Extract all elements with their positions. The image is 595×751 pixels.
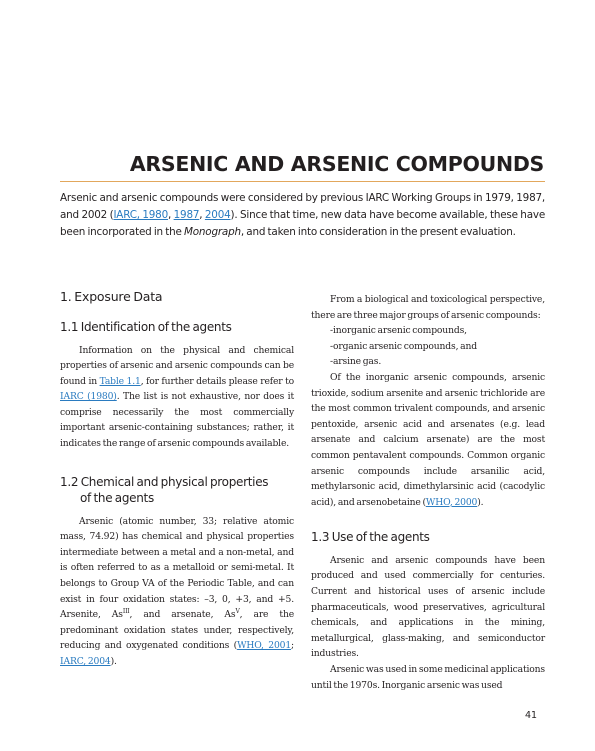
body-text: Of the inorganic arsenic compounds, arsenic trioxide, sodium arsenite and arsenic trichloride are the most common trivalent compounds, and arsenic pentoxide, arsenic acid and arsenates (e.g. lead arsenate and calcium arsenate) are the most common pentavalent compounds. Common organic arsenic compounds include arsanilic acid, methylarsonic acid, dimethylarsinic acid (cacodylic acid), and arsenobetaine ( (311, 371, 545, 508)
body-text: ; (291, 640, 294, 652)
spacer (60, 452, 294, 474)
citation-link-iarc-2004[interactable]: IARC, 2004 (60, 656, 111, 667)
heading-line: of the agents (80, 491, 154, 506)
citation-link-who-2000[interactable]: WHO, 2000 (425, 496, 478, 508)
page-title: ARSENIC AND ARSENIC COMPOUNDS (129, 152, 544, 176)
superscript: V (235, 608, 240, 616)
body-text: , and arsenate, As (129, 609, 236, 621)
list-item: -organic arsenic compounds, and (330, 340, 477, 352)
inorganic-compounds-paragraph (311, 370, 545, 510)
citation-link-2004[interactable]: 2004 (204, 209, 231, 222)
use-paragraph: Arsenic and arsenic compounds have been produced and used commercially for centuries. Current and historical uses of arsenic include pharmaceuticals, wood preservatives, agricultural chemicals, and applications in the mining, metallurgical, glass-making, and semiconductor industries. (311, 554, 545, 660)
intro-paragraph (60, 190, 545, 242)
title-rule (60, 181, 545, 182)
subsection-heading-use: 1.3 Use of the agents (311, 530, 430, 545)
intro-separator: , (168, 209, 174, 222)
body-text: ). (110, 656, 117, 667)
subsection-heading-identification: 1.1 Identification of the agents (60, 320, 232, 334)
citation-link-iarc-1980b[interactable]: IARC (1980) (60, 391, 117, 403)
subsection-heading-chemical-properties (60, 474, 294, 507)
body-text: ). (477, 496, 484, 508)
intro-separator: , (199, 209, 205, 222)
intro-text: , and taken into consideration in the present evaluation. (240, 226, 516, 239)
body-text: , are the predominant oxidation states under, respectively, reducing and oxygenated conditions ( (60, 609, 294, 652)
medicinal-use-paragraph: Arsenic was used in some medicinal applications until the 1970s. Inorganic arsenic was used (311, 663, 545, 691)
intro-text: Arsenic and arsenic compounds were considered by previous IARC Working Groups in 1979, 1987, and 2002 ( (60, 192, 545, 222)
superscript: III (122, 608, 130, 616)
list-item: -arsine gas. (330, 356, 382, 368)
list-item: -inorganic arsenic compounds, (330, 325, 467, 337)
intro-emphasis: Monograph (183, 226, 241, 239)
page-number: 41 (525, 710, 538, 721)
body-text: Arsenic (atomic number, 33; relative atomic mass, 74.92) has chemical and physical properties intermediate between a metal and a non-metal, and is often referred to as a metalloid or semi-metal. It belongs to Group VA of the Periodic Table, and can exist in four oxidation states: –3, 0, +3, and +5. Arsenite, As (60, 515, 294, 621)
body-text: Information on the physical and chemical properties of arsenic and arsenic compounds can be found in (60, 344, 294, 387)
perspective-paragraph: From a biological and toxicological perspective, there are three major groups of arsenic compounds: (311, 294, 545, 321)
left-column (60, 288, 294, 670)
section-heading-exposure-data: 1. Exposure Data (60, 289, 163, 304)
right-column (311, 292, 545, 693)
citation-link-1987[interactable]: 1987 (173, 209, 200, 222)
body-text: . The list is not exhaustive, nor does it comprise necessarily the most commercially important arsenic-containing substances; rather, it indicates the range of arsenic compounds available. (60, 391, 294, 450)
identification-paragraph (60, 343, 294, 452)
spacer (311, 510, 545, 529)
heading-line: 1.2 Chemical and physical properties (60, 474, 269, 489)
chemical-properties-paragraph (60, 514, 294, 670)
citation-link-who-2001[interactable]: WHO, 2001 (237, 640, 292, 652)
citation-link-iarc-1980[interactable]: IARC, 1980 (113, 209, 169, 222)
body-text: , for further details please refer to (140, 375, 294, 387)
intro-text: ). Since that time, new data have become available, these have been incorporated in the (60, 209, 546, 239)
table-1-1-link[interactable]: Table 1.1 (99, 375, 141, 387)
